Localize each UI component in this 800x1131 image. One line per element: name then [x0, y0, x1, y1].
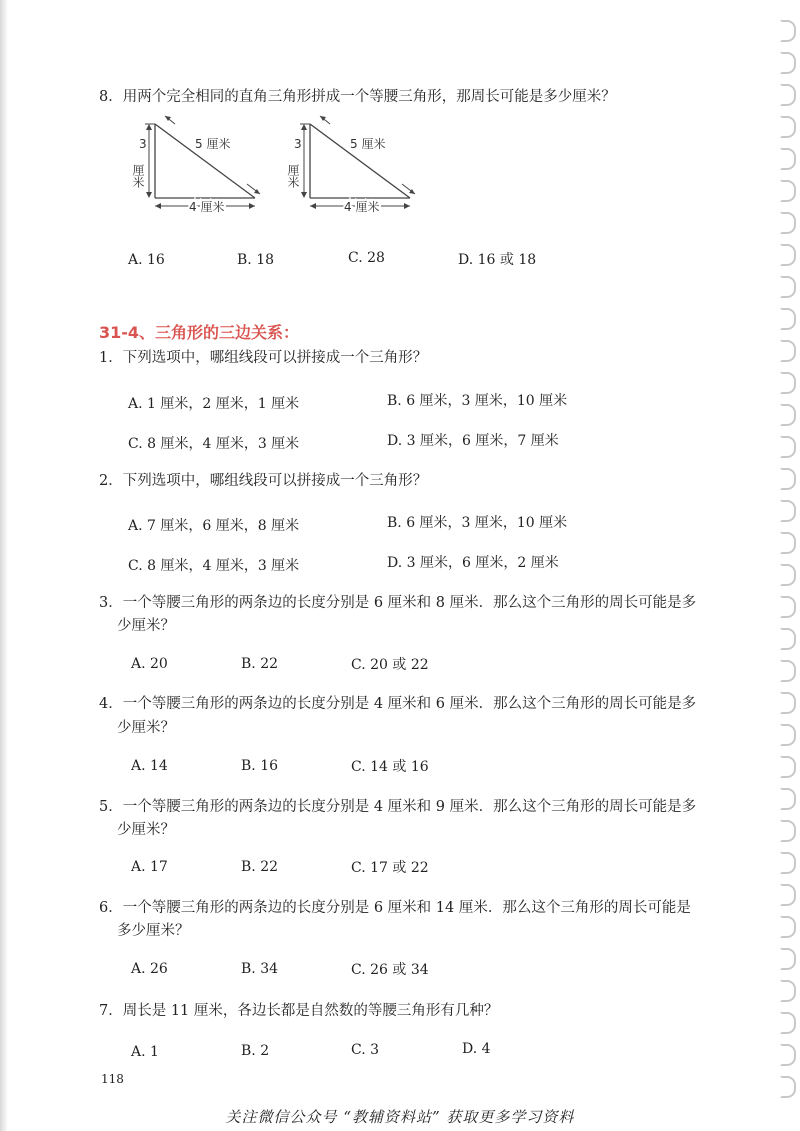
- q3-line2: 少厘米？: [117, 618, 175, 634]
- q2-option-a: A. 7 厘米，6 厘米，8 厘米: [128, 518, 300, 534]
- q6-option-b: B. 34: [241, 961, 279, 977]
- q3-option-c: C. 20 或 22: [351, 657, 429, 673]
- q8-option-b: B. 18: [237, 252, 275, 268]
- q6-option-c: C. 26 或 34: [351, 962, 429, 978]
- q8-option-d: D. 16 或 18: [458, 252, 537, 268]
- fig-right-vertical-unit: 厘米: [286, 164, 300, 188]
- q6-line2: 多少厘米？: [117, 923, 190, 939]
- page-number: 118: [101, 1072, 124, 1086]
- q2-option-b: B. 6 厘米，3 厘米，10 厘米: [387, 515, 568, 531]
- page-edge: [0, 0, 8, 1131]
- triangle-figure-left: [131, 110, 280, 224]
- q4-line2: 少厘米？: [117, 720, 175, 736]
- q1-option-b: B. 6 厘米，3 厘米，10 厘米: [387, 393, 568, 409]
- triangle-figure-right: [286, 110, 435, 224]
- q1-text: 1．下列选项中，哪组线段可以拼接成一个三角形？: [99, 350, 428, 366]
- q8-text: 8．用两个完全相同的直角三角形拼成一个等腰三角形，那周长可能是多少厘米？: [99, 89, 616, 105]
- q2-option-d: D. 3 厘米，6 厘米，2 厘米: [387, 555, 559, 571]
- q1-option-c: C. 8 厘米，4 厘米，3 厘米: [128, 436, 300, 452]
- q6-line1: 6．一个等腰三角形的两条边的长度分别是 6 厘米和 14 厘米．那么这个三角形的周长可能是: [99, 900, 691, 916]
- fig-right-base: 4 厘米: [344, 200, 380, 214]
- q7-option-d: D. 4: [462, 1041, 491, 1057]
- q7-option-a: A. 1: [131, 1044, 159, 1060]
- fig-right-hypotenuse: 5 厘米: [350, 137, 386, 151]
- q8-option-a: A. 16: [128, 252, 165, 268]
- q4-option-b: B. 16: [241, 758, 279, 774]
- q8-option-c: C. 28: [348, 250, 385, 266]
- q4-line1: 4．一个等腰三角形的两条边的长度分别是 4 厘米和 6 厘米．那么这个三角形的周长可能是多: [99, 696, 697, 712]
- fig-left-vertical-label: 3: [139, 137, 147, 151]
- binder-rings: [770, 20, 796, 1110]
- q3-line1: 3．一个等腰三角形的两条边的长度分别是 6 厘米和 8 厘米．那么这个三角形的周长可能是多: [99, 595, 697, 611]
- q5-option-a: A. 17: [131, 859, 168, 875]
- q5-option-b: B. 22: [241, 859, 279, 875]
- q4-option-a: A. 14: [131, 758, 168, 774]
- fig-right-vertical-label: 3: [294, 137, 302, 151]
- q3-option-b: B. 22: [241, 656, 279, 672]
- q1-option-a: A. 1 厘米，2 厘米，1 厘米: [128, 396, 300, 412]
- section-title: 31-4、三角形的三边关系：: [99, 323, 300, 342]
- q5-option-c: C. 17 或 22: [351, 860, 429, 876]
- q2-text: 2．下列选项中，哪组线段可以拼接成一个三角形？: [99, 473, 428, 489]
- fig-left-hypotenuse: 5 厘米: [195, 137, 231, 151]
- fig-left-vertical-unit: 厘米: [131, 164, 145, 188]
- q2-option-c: C. 8 厘米，4 厘米，3 厘米: [128, 558, 300, 574]
- q6-option-a: A. 26: [131, 961, 168, 977]
- q7-option-b: B. 2: [241, 1043, 270, 1059]
- q1-option-d: D. 3 厘米，6 厘米，7 厘米: [387, 433, 559, 449]
- q5-line1: 5．一个等腰三角形的两条边的长度分别是 4 厘米和 9 厘米．那么这个三角形的周长可能是多: [99, 799, 697, 815]
- footer-note: 关注微信公众号 “教辅资料站” 获取更多学习资料: [225, 1108, 575, 1126]
- q7-option-c: C. 3: [351, 1042, 380, 1058]
- q3-option-a: A. 20: [131, 656, 168, 672]
- fig-left-base: 4 厘米: [189, 200, 225, 214]
- q7-text: 7．周长是 11 厘米，各边长都是自然数的等腰三角形有几种？: [99, 1003, 499, 1019]
- q4-option-c: C. 14 或 16: [351, 759, 429, 775]
- q5-line2: 少厘米？: [117, 822, 175, 838]
